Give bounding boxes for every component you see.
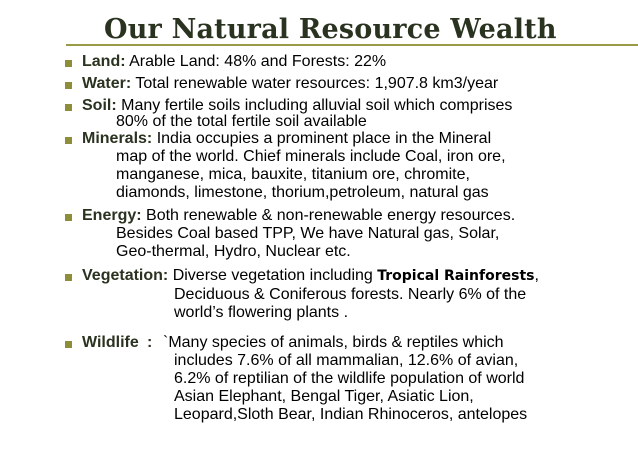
bullet-label: Land: bbox=[82, 53, 126, 70]
bullet-text: 80% of the total fertile soil available bbox=[116, 113, 367, 130]
square-bullet-icon bbox=[65, 341, 72, 348]
bullet-text: Leopard,Sloth Bear, Indian Rhinoceros, antelopes bbox=[174, 406, 528, 423]
bullet-text: Diverse vegetation including bbox=[172, 267, 378, 284]
slide-title: Our Natural Resource Wealth bbox=[104, 14, 557, 45]
bullet-text: diamonds, limestone, thorium,petroleum, natural gas bbox=[116, 184, 489, 201]
bullet-text: Many fertile soils including alluvial soil which comprises bbox=[121, 97, 513, 114]
bullet-label: Water: bbox=[82, 75, 132, 92]
bullet-text: includes 7.6% of all mammalian, 12.6% of avian, bbox=[174, 352, 519, 369]
bullet-text: India occupies a prominent place in the Mineral bbox=[156, 130, 492, 147]
bullet-label: Wildlife bbox=[82, 334, 139, 351]
square-bullet-icon bbox=[65, 60, 72, 67]
title-underline bbox=[66, 44, 638, 46]
bullet-text: Asian Elephant, Bengal Tiger, Asiatic Lion, bbox=[174, 388, 474, 405]
bullet-label: Minerals: bbox=[82, 130, 153, 147]
bullet-label: Vegetation: bbox=[82, 267, 169, 284]
bullet-text: Geo-thermal, Hydro, Nuclear etc. bbox=[116, 243, 351, 260]
bullet-text: `Many species of animals, birds & reptiles which bbox=[163, 334, 504, 351]
bullet-emphasis: Tropical Rainforests bbox=[377, 268, 535, 284]
bullet-label: Soil: bbox=[82, 97, 117, 114]
bullet-text: Both renewable & non-renewable energy resources. bbox=[146, 207, 516, 224]
bullet-label: Energy: bbox=[82, 207, 142, 224]
square-bullet-icon bbox=[65, 82, 72, 89]
bullet-text: Total renewable water resources: 1,907.8 km3/year bbox=[135, 75, 499, 92]
square-bullet-icon bbox=[65, 137, 72, 144]
bullet-text: manganese, mica, bauxite, titanium ore, chromite, bbox=[116, 166, 470, 183]
bullet-text: 6.2% of reptilian of the wildlife population of world bbox=[174, 370, 525, 387]
bullet-text: Besides Coal based TPP, We have Natural gas, Solar, bbox=[116, 225, 500, 242]
square-bullet-icon bbox=[65, 274, 72, 281]
bullet-text: , bbox=[534, 267, 539, 284]
bullet-text: Arable Land: 48% and Forests: 22% bbox=[129, 53, 387, 70]
bullet-text: map of the world. Chief minerals include Coal, iron ore, bbox=[116, 148, 506, 165]
bullet-separator: : bbox=[147, 334, 153, 351]
bullet-text: world’s flowering plants . bbox=[174, 304, 349, 321]
square-bullet-icon bbox=[65, 214, 72, 221]
bullet-text: Deciduous & Coniferous forests. Nearly 6% of the bbox=[174, 286, 527, 303]
square-bullet-icon bbox=[65, 104, 72, 111]
